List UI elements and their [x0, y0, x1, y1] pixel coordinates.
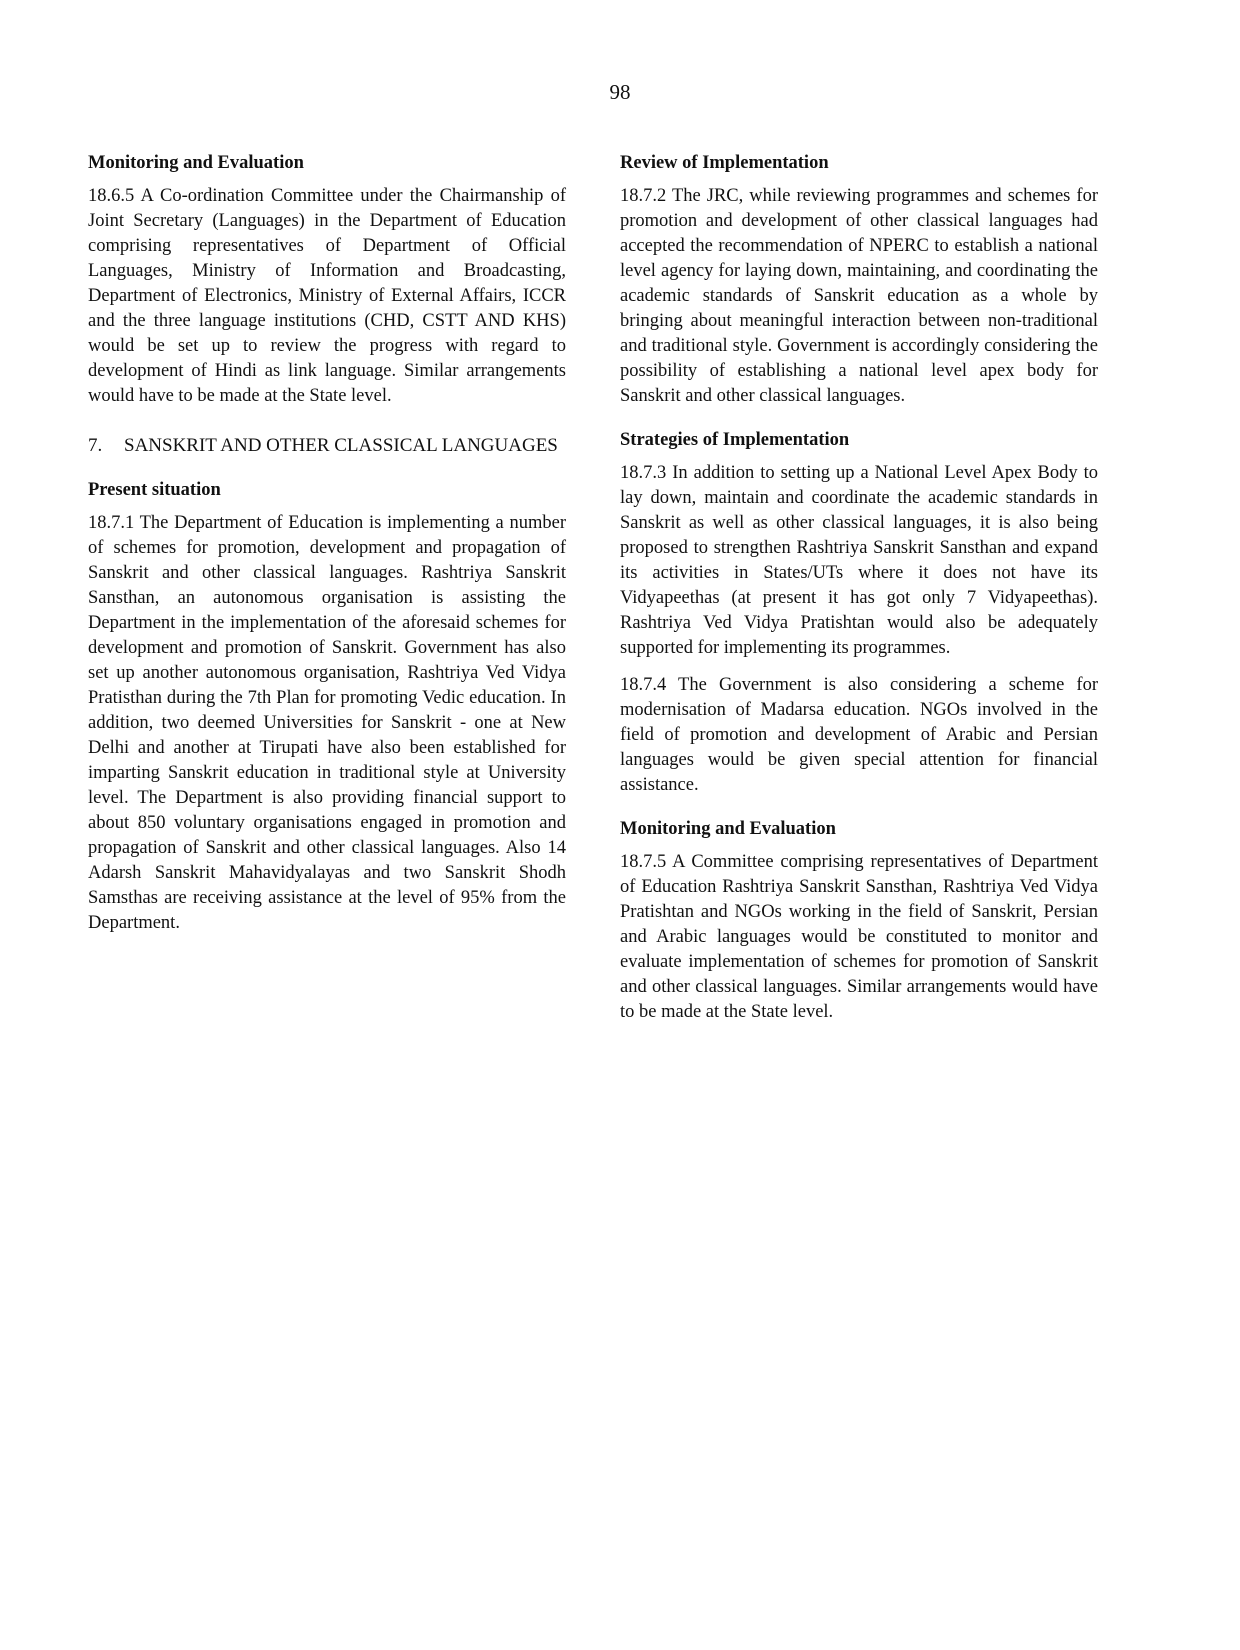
paragraph-18-6-5: 18.6.5 A Co-ordination Committee under the Chairmanship of Joint Secretary (Languages) in the Department of Education comprising representatives of Department of Official Languages, Ministry of Information and Broadcasting, Department of Electronics, Ministry of External Affairs, ICCR and the three language institutions (CHD, CSTT AND KHS) would be set up to review the progress with regard to development of Hindi as link language. Similar arrangements would have to be made at the State level. [88, 186, 566, 406]
section-7-title [88, 433, 566, 459]
paragraph-18-7-5: 18.7.5 A Committee comprising representatives of Department of Education Rashtriya Sanskrit Sansthan, Rashtriya Ved Vidya Pratishtan and NGOs working in the field of Sanskrit, Persian and Arabic languages would be constituted to monitor and evaluate implementation of schemes for promotion of Sanskrit and other classical languages. Similar arrangements would have to be made at the State level. [620, 852, 1098, 1022]
paragraph-18-7-3: 18.7.3 In addition to setting up a National Level Apex Body to lay down, maintain and coordinate the academic standards in Sanskrit as well as other classical languages, it is also being proposed to strengthen Rashtriya Sanskrit Sansthan and expand its activities in States/UTs where it does not have its Vidyapeethas (at present it has got only 7 Vidyapeethas). Rashtriya Ved Vidya Pratishtan would also be adequately supported for implementing its programmes. [620, 463, 1098, 658]
paragraph-18-7-1: 18.7.1 The Department of Education is implementing a number of schemes for promotion, development and propagation of Sanskrit and other classical languages. Rashtriya Sanskrit Sansthan, an autonomous organisation is assisting the Department in the implementation of the aforesaid schemes for development and promotion of Sanskrit. Government has also set up another autonomous organisation, Rashtriya Ved Vidya Pratisthan during the 7th Plan for promoting Vedic education. In addition, two deemed Universities for Sanskrit - one at New Delhi and another at Tirupati have also been established for imparting Sanskrit education in traditional style at University level. The Department is also providing financial support to about 850 voluntary organisations engaged in promotion and propagation of Sanskrit and other classical languages. Also 14 Adarsh Sanskrit Mahavidyalayas and two Sanskrit Shodh Samsthas are receiving assistance at the level of 95% from the Department. [88, 513, 566, 933]
section-number: 7. [88, 435, 103, 456]
monitoring-evaluation-heading: Monitoring and Evaluation [88, 153, 304, 173]
monitoring-evaluation-heading-right: Monitoring and Evaluation [620, 819, 836, 839]
paragraph-18-7-4: 18.7.4 The Government is also considering a scheme for modernisation of Madarsa education. NGOs involved in the field of promotion and development of Arabic and Persian languages would be given special attention for financial assistance. [620, 675, 1098, 795]
section-title-text: SANSKRIT AND OTHER CLASSICAL LANGUAGES [124, 435, 558, 456]
left-column [88, 152, 566, 948]
paragraph-18-7-2: 18.7.2 The JRC, while reviewing programmes and schemes for promotion and development of other classical languages had accepted the recommendation of NPERC to establish a national level agency for laying down, maintaining, and coordinating the academic standards of Sanskrit education as a whole by bringing about meaningful interaction between non-traditional and traditional style. Government is accordingly considering the possibility of establishing a national level apex body for Sanskrit and other classical languages. [620, 186, 1098, 406]
right-column [620, 152, 1098, 1037]
page-number: 98 [609, 80, 631, 104]
strategies-implementation-heading: Strategies of Implementation [620, 430, 850, 450]
review-implementation-heading: Review of Implementation [620, 153, 829, 173]
present-situation-heading: Present situation [88, 480, 221, 500]
